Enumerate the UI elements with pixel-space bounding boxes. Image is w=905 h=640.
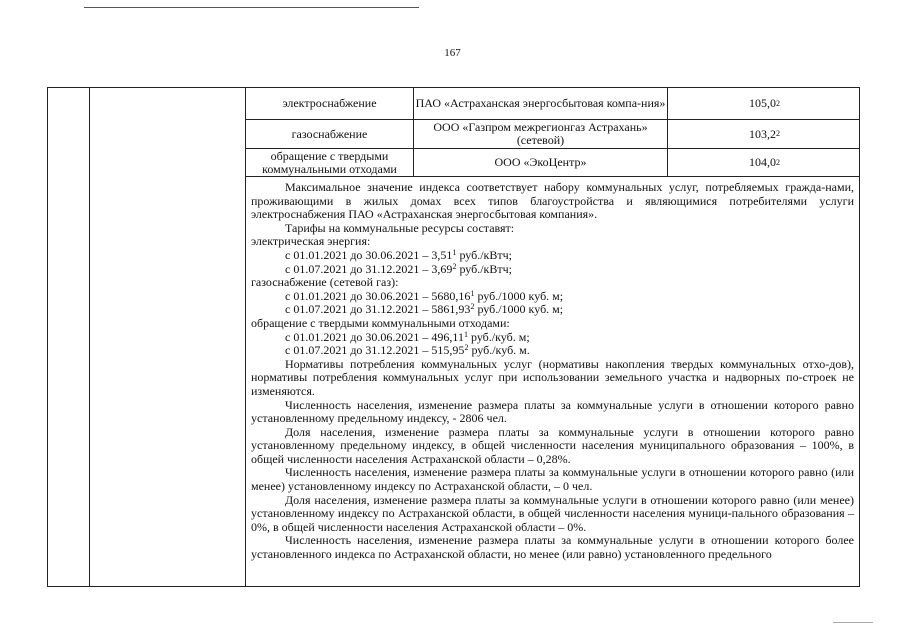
header-rule xyxy=(84,7,419,8)
index-value: 104,0 xyxy=(749,155,776,169)
tariff-unit: руб./1000 куб. м; xyxy=(474,302,564,317)
paragraph: Доля населения, изменение размера платы за коммунальные услуги в отношении которого равно (или менее) установленному индексу по Астраханской области, в общей численности населения муници-пального образования – 0%, в общей численности населения Астраханской области – 0%. xyxy=(251,492,854,534)
service-cell: электроснабжение xyxy=(282,96,377,110)
tariff-unit: руб./кВтч; xyxy=(456,261,513,276)
tariff-text: с 01.07.2021 до 31.12.2021 – 3,69 xyxy=(285,261,453,276)
tariff-footnote: 2 xyxy=(464,343,469,353)
paragraph: Численность населения, изменение размера платы за коммунальные услуги в отношении которого равно (или менее) установленному индексу по Астраханской области, – 0 чел. xyxy=(251,465,854,494)
paragraph: Тарифы на коммунальные ресурсы составят: xyxy=(285,220,515,235)
column-divider xyxy=(89,88,90,586)
row-divider xyxy=(245,176,860,177)
tariff-line xyxy=(251,331,854,345)
paragraph: Максимальное значение индекса соответствует набору коммунальных услуг, потребляемых гражда-нами, проживающими в жилых домах всех типов благоустройства и являющимися потребителями услуги электроснабжения ПАО «Астраханская энергосбытовая компания». xyxy=(251,180,854,222)
tariff-line xyxy=(251,344,854,358)
tariff-footnote: 2 xyxy=(470,302,475,312)
tariff-unit: руб./куб. м; xyxy=(468,329,530,344)
tariff-group-label: газоснабжение (сетевой газ): xyxy=(251,275,399,290)
scan-mark xyxy=(833,622,873,623)
paragraph: Численность населения, изменение размера платы за коммунальные услуги в отношении которого более установленного индекса по Астраханской области, но менее (или равно) установленного предельного xyxy=(251,533,854,562)
tariff-line xyxy=(251,303,854,317)
provider-cell: ПАО «Астраханская энергосбытовая компа-ния» xyxy=(415,96,666,110)
tariff-unit: руб./куб. м. xyxy=(468,343,530,358)
document-table xyxy=(47,87,860,587)
paragraph: Нормативы потребления коммунальных услуг (нормативы накопления твердых коммунальных отхо-дов), нормативы потребления коммунальных услуг при использовании земельного участка и надворных по-строек не изменяются. xyxy=(251,356,854,398)
index-value: 103,2 xyxy=(749,126,776,141)
service-cell: обращение с твердыми коммунальными отходами xyxy=(262,148,397,176)
tariff-footnote: 1 xyxy=(452,247,457,257)
index-cell: 104,0 2 xyxy=(749,155,780,169)
body-text xyxy=(251,181,854,562)
tariff-text: с 01.01.2021 до 30.06.2021 – 496,11 xyxy=(285,329,464,344)
tariff-footnote: 2 xyxy=(452,261,457,271)
tariff-line xyxy=(251,290,854,304)
index-cell: 103,2 2 xyxy=(749,126,780,141)
tariff-unit: руб./1000 куб. м; xyxy=(474,288,564,303)
tariff-text: с 01.01.2021 до 30.06.2021 – 5680,16 xyxy=(285,288,471,303)
tariff-footnote: 1 xyxy=(470,288,475,298)
provider-cell: ООО «ЭкоЦентр» xyxy=(494,155,587,169)
tariff-text: с 01.07.2021 до 31.12.2021 – 515,95 xyxy=(285,343,465,358)
index-value: 105,0 xyxy=(749,96,776,110)
page-number: 167 xyxy=(444,47,461,59)
paragraph: Численность населения, изменение размера платы за коммунальные услуги в отношении которого равно установленному предельному индексу, - 2806 чел. xyxy=(251,397,854,426)
tariff-text: с 01.01.2021 до 30.06.2021 – 3,51 xyxy=(285,247,453,262)
tariff-text: с 01.07.2021 до 31.12.2021 – 5861,93 xyxy=(285,302,471,317)
service-cell: газоснабжение xyxy=(291,126,368,141)
provider-cell: ООО «Газпром межрегионгаз Астрахань» (сетевой) xyxy=(433,120,648,147)
tariff-unit: руб./кВтч; xyxy=(456,247,513,262)
tariff-footnote: 1 xyxy=(464,329,468,339)
paragraph: Доля населения, изменение размера платы за коммунальные услуги в отношении которого равно установленному предельному индексу, в общей численности населения муниципального образования – 100%, в общей численности населения Астраханской области – 0,28%. xyxy=(251,424,854,466)
index-cell: 105,0 2 xyxy=(749,96,780,110)
tariff-group-label: обращение с твердыми коммунальными отходами: xyxy=(251,315,510,330)
tariff-line xyxy=(251,249,854,263)
tariff-group-label: электрическая энергия: xyxy=(251,234,371,249)
tariff-line xyxy=(251,263,854,277)
